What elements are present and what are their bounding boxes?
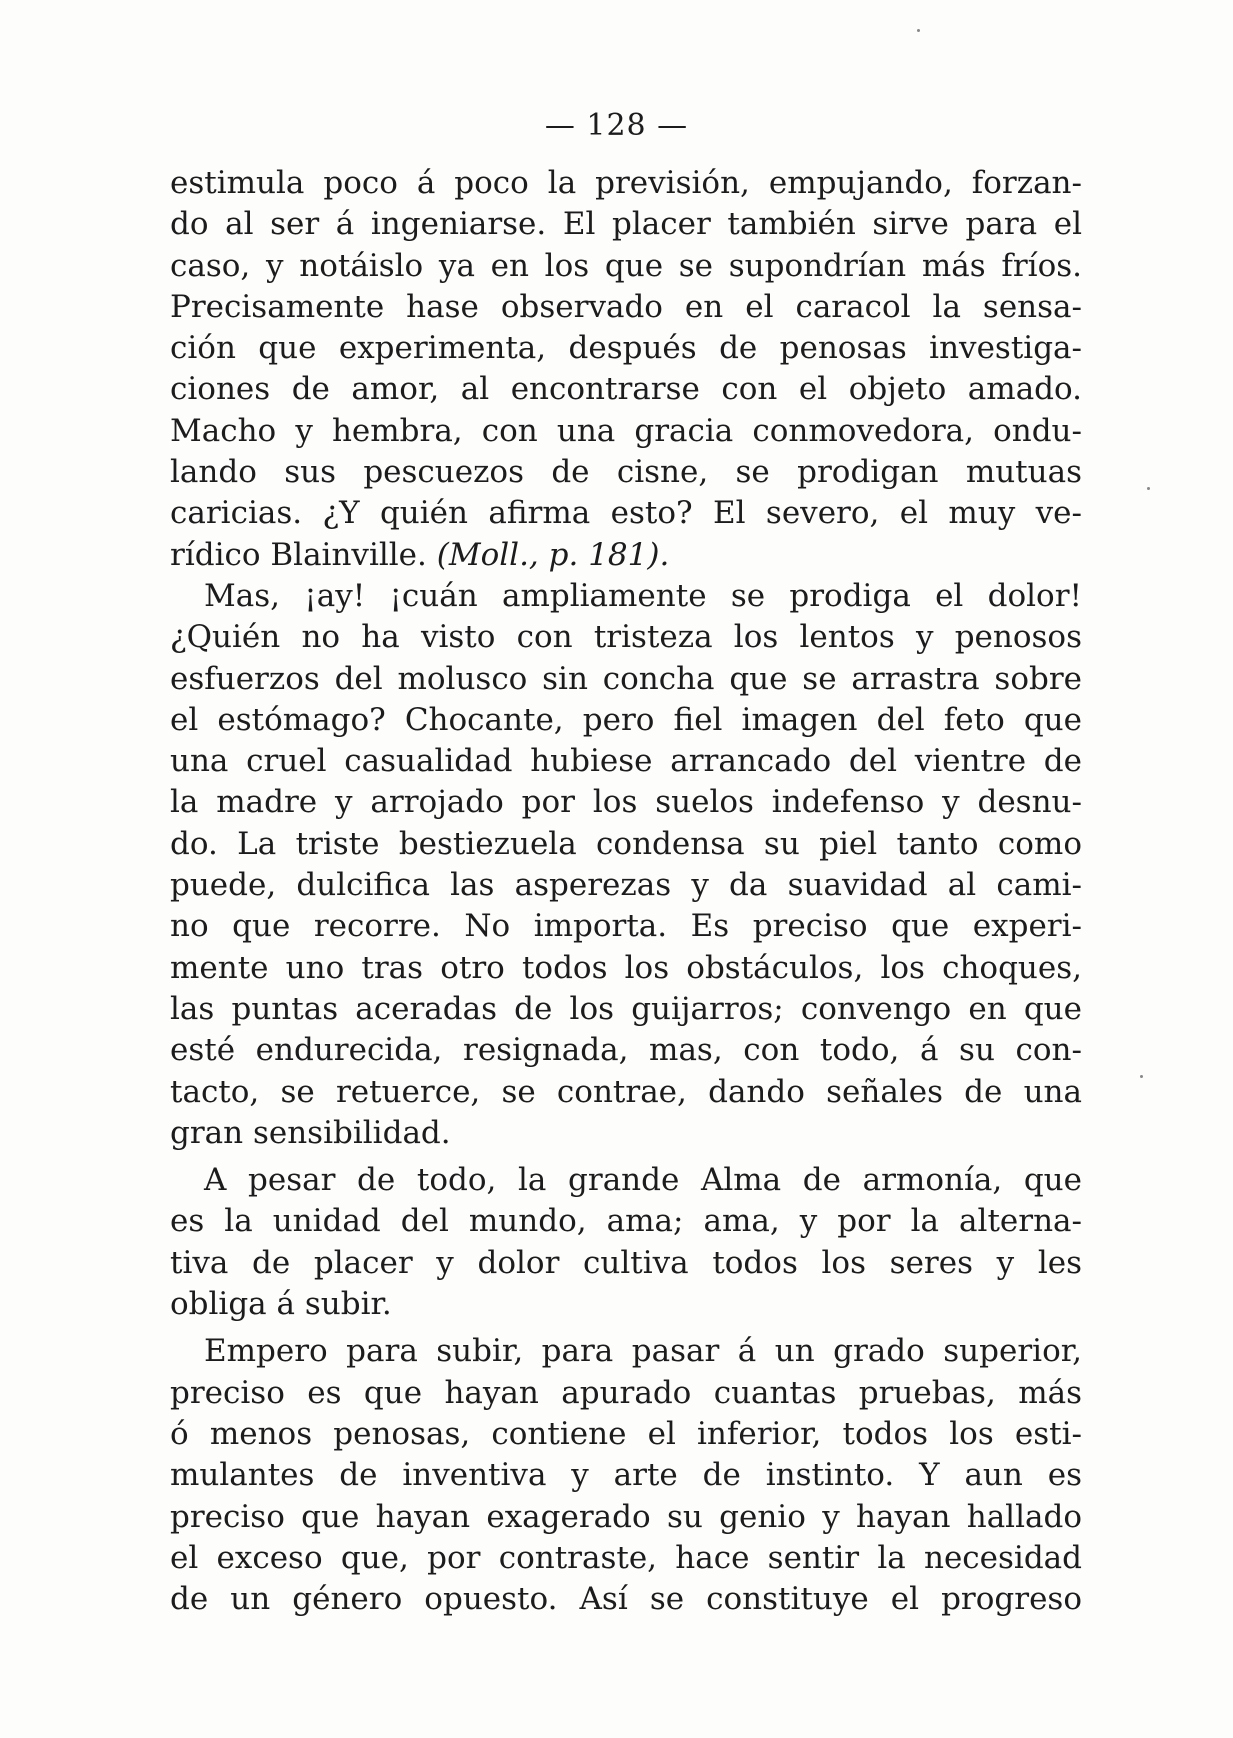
text-line: el exceso que, por contraste, hace sentir la necesidad	[170, 1539, 1082, 1576]
paragraph	[170, 1160, 1082, 1325]
text-line: esfuerzos del molusco sin concha que se arrastra sobre	[170, 660, 1082, 697]
paragraph	[170, 1331, 1082, 1620]
text-line: do al ser á ingeniarse. El placer también sirve para el	[170, 206, 1082, 243]
text-line-citation	[170, 535, 1082, 576]
text-line: gran sensibilidad.	[170, 1114, 451, 1151]
text-line: mulantes de inventiva y arte de instinto. Y aun es	[170, 1457, 1082, 1494]
text-line: tiva de placer y dolor cultiva todos los seres y les	[170, 1244, 1082, 1281]
text-line: obliga á subir.	[170, 1286, 392, 1323]
body-text	[170, 163, 1082, 1620]
text-line: es la unidad del mundo, ama; ama, y por la alterna-	[170, 1203, 1082, 1240]
text-line: A pesar de todo, la grande Alma de armonía, que	[204, 1162, 1082, 1199]
text-line: ción que experimenta, después de penosas investiga-	[170, 330, 1082, 367]
text-line: el estómago? Chocante, pero fiel imagen del feto que	[170, 701, 1082, 738]
text-line: de un género opuesto. Así se constituye el progreso	[170, 1581, 1082, 1618]
text-line: Precisamente hase observado en el caracol la sensa-	[170, 288, 1082, 325]
text-line: estimula poco á poco la previsión, empujando, forzan-	[170, 165, 1082, 201]
scan-speck	[1147, 487, 1150, 490]
text-line: las puntas aceradas de los guijarros; convengo en que	[170, 990, 1082, 1027]
text-line: esté endurecida, resignada, mas, con todo, á su con-	[170, 1032, 1082, 1069]
scan-speck	[917, 29, 920, 32]
text-line: preciso que hayan exagerado su genio y hayan hallado	[170, 1498, 1082, 1535]
text-line: una cruel casualidad hubiese arrancado del vientre de	[170, 743, 1082, 780]
text-line: Empero para subir, para pasar á un grado superior,	[204, 1333, 1082, 1370]
text-line: Macho y hembra, con una gracia conmovedora, ondu-	[170, 412, 1082, 449]
scan-speck	[1140, 1075, 1143, 1078]
citation-reference: (Moll., p. 181).	[436, 536, 670, 573]
text-line: caricias. ¿Y quién afirma esto? El severo, el muy ve-	[170, 495, 1082, 532]
paragraph	[170, 163, 1082, 576]
text-line: ciones de amor, al encontrarse con el objeto amado.	[170, 371, 1082, 408]
paragraph	[170, 576, 1082, 1154]
page-number: — 128 —	[544, 108, 689, 143]
text-line: Mas, ¡ay! ¡cuán ampliamente se prodiga el dolor!	[204, 577, 1082, 614]
text-line: preciso es que hayan apurado cuantas pruebas, más	[170, 1374, 1082, 1411]
citation-text: rídico Blainville. (Moll., p. 181).	[170, 536, 670, 573]
text-line: do. La triste bestiezuela condensa su piel tanto como	[170, 825, 1082, 862]
text-line: tacto, se retuerce, se contrae, dando señales de una	[170, 1073, 1082, 1110]
text-line: mente uno tras otro todos los obstáculos, los choques,	[170, 949, 1082, 986]
text-line: caso, y notáislo ya en los que se supondrían más fríos.	[170, 247, 1082, 284]
text-line: ó menos penosas, contiene el inferior, todos los esti-	[170, 1415, 1082, 1452]
text-line: puede, dulcifica las asperezas y da suavidad al cami-	[170, 867, 1082, 904]
text-line: la madre y arrojado por los suelos indefenso y desnu-	[170, 784, 1082, 821]
text-line: lando sus pescuezos de cisne, se prodigan mutuas	[170, 454, 1082, 491]
text-line: no que recorre. No importa. Es preciso que experi-	[170, 908, 1082, 945]
text-line: ¿Quién no ha visto con tristeza los lentos y penosos	[170, 619, 1082, 656]
